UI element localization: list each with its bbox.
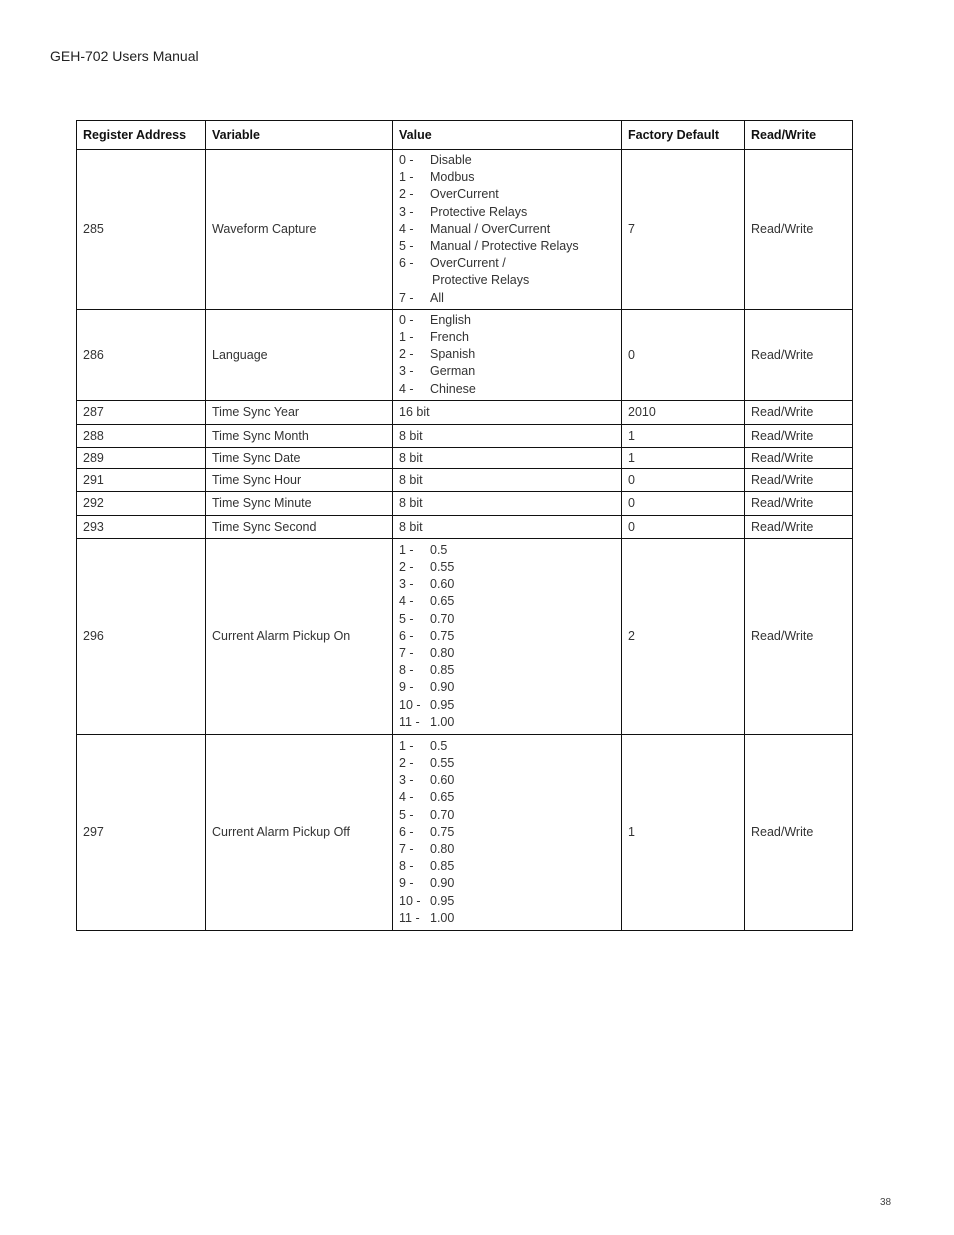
value-option-label: 0.85 [430, 663, 455, 678]
value-option-label: 0.70 [430, 611, 455, 626]
value-option [399, 238, 615, 255]
variable-cell: Time Sync Hour [206, 468, 393, 491]
value-option-label: 1.00 [430, 714, 455, 729]
value-option-number: 4 - [399, 790, 414, 805]
register-table [76, 120, 853, 931]
value-option [399, 807, 615, 824]
value-option-label: 0.60 [430, 773, 455, 788]
register-address-cell: 288 [77, 424, 206, 447]
column-header-register-address: Register Address [77, 121, 206, 150]
value-option [399, 697, 615, 714]
value-option-label: OverCurrent / [430, 256, 506, 271]
register-address-cell: 297 [77, 734, 206, 930]
value-option-number: 0 - [399, 153, 414, 167]
value-option-label: 0.75 [430, 628, 455, 643]
value-option-label: 0.5 [430, 542, 448, 557]
value-option [399, 824, 615, 841]
value-option [399, 169, 615, 186]
value-option [399, 714, 615, 731]
value-option-label: 0.95 [430, 893, 455, 908]
value-option [399, 221, 615, 238]
table-row [77, 515, 853, 538]
read-write-cell: Read/Write [745, 400, 853, 424]
value-option-number: 7 - [399, 290, 414, 305]
value-option [399, 611, 615, 628]
variable-cell: Waveform Capture [206, 150, 393, 310]
value-option-label: Manual / Protective Relays [430, 239, 579, 254]
value-option [399, 312, 615, 329]
read-write-cell: Read/Write [745, 150, 853, 310]
read-write-cell: Read/Write [745, 309, 853, 400]
value-option-label: Modbus [430, 170, 475, 185]
value-option-label: English [430, 312, 471, 327]
value-option-label: German [430, 364, 476, 379]
value-option-number: 5 - [399, 611, 414, 626]
value-option-number: 2 - [399, 559, 414, 574]
value-option-number: 1 - [399, 330, 414, 345]
value-option-label: 0.65 [430, 790, 455, 805]
value-option-number: 8 - [399, 859, 414, 874]
value-option-label: 0.70 [430, 807, 455, 822]
value-option [399, 893, 615, 910]
value-option-number: 3 - [399, 364, 414, 379]
value-option-number: 10 - [399, 697, 421, 712]
value-option-label: 0.95 [430, 697, 455, 712]
read-write-cell: Read/Write [745, 424, 853, 447]
value-cell [393, 309, 622, 400]
variable-cell: Time Sync Month [206, 424, 393, 447]
register-address-cell: 296 [77, 538, 206, 734]
table-row [77, 400, 853, 424]
value-option-number: 11 - [399, 714, 420, 729]
value-option-label: 0.85 [430, 859, 455, 874]
value-list [399, 736, 615, 929]
value-option-number: 4 - [399, 221, 414, 236]
register-address-cell: 286 [77, 309, 206, 400]
value-option-number: 9 - [399, 876, 414, 891]
value-option-number: 5 - [399, 807, 414, 822]
value-option-label: 0.75 [430, 824, 455, 839]
value-option [399, 910, 615, 927]
value-option-number: 6 - [399, 824, 414, 839]
value-option-number: 1 - [399, 542, 414, 557]
value-option [399, 542, 615, 559]
variable-cell: Time Sync Second [206, 515, 393, 538]
value-option [399, 662, 615, 679]
factory-default-cell: 1 [622, 424, 745, 447]
variable-cell: Language [206, 309, 393, 400]
value-option-number: 4 - [399, 381, 414, 396]
table-row [77, 150, 853, 310]
value-cell [393, 734, 622, 930]
value-option-label: 0.80 [430, 645, 455, 660]
value-option-number: 1 - [399, 170, 414, 185]
column-header-factory-default: Factory Default [622, 121, 745, 150]
variable-cell: Current Alarm Pickup Off [206, 734, 393, 930]
table-row [77, 491, 853, 515]
value-option [399, 738, 615, 755]
table-header-row [77, 121, 853, 150]
value-option-label: 0.55 [430, 755, 455, 770]
value-option-label: 0.80 [430, 841, 455, 856]
value-option [399, 576, 615, 593]
value-option [399, 152, 615, 169]
table-body [77, 150, 853, 931]
table-row [77, 447, 853, 468]
variable-cell: Current Alarm Pickup On [206, 538, 393, 734]
value-option-number: 10 - [399, 893, 421, 908]
read-write-cell: Read/Write [745, 538, 853, 734]
value-option [399, 789, 615, 806]
factory-default-cell: 7 [622, 150, 745, 310]
factory-default-cell: 1 [622, 734, 745, 930]
read-write-cell: Read/Write [745, 734, 853, 930]
read-write-cell: Read/Write [745, 515, 853, 538]
value-option [399, 329, 615, 346]
register-address-cell: 285 [77, 150, 206, 310]
value-option-label: 0.90 [430, 680, 455, 695]
value-cell: 8 bit [393, 447, 622, 468]
read-write-cell: Read/Write [745, 447, 853, 468]
value-cell [393, 150, 622, 310]
value-option-label: 0.90 [430, 876, 455, 891]
column-header-variable: Variable [206, 121, 393, 150]
table-row [77, 424, 853, 447]
value-option-label: All [430, 290, 444, 305]
value-list [399, 540, 615, 733]
factory-default-cell: 0 [622, 515, 745, 538]
value-list [399, 310, 615, 400]
factory-default-cell: 0 [622, 491, 745, 515]
value-option-number: 7 - [399, 841, 414, 856]
value-option-label: 0.55 [430, 559, 455, 574]
value-option [399, 645, 615, 662]
factory-default-cell: 0 [622, 309, 745, 400]
value-option [399, 858, 615, 875]
factory-default-cell: 2010 [622, 400, 745, 424]
value-cell: 8 bit [393, 491, 622, 515]
read-write-cell: Read/Write [745, 491, 853, 515]
value-option [399, 204, 615, 221]
value-option-label: Disable [430, 153, 472, 167]
value-option-number: 8 - [399, 663, 414, 678]
value-option-number: 2 - [399, 187, 414, 202]
variable-cell: Time Sync Year [206, 400, 393, 424]
value-option-number: 2 - [399, 755, 414, 770]
value-option-label: 1.00 [430, 910, 455, 925]
value-option-label: 0.5 [430, 738, 448, 753]
value-option [399, 755, 615, 772]
register-address-cell: 289 [77, 447, 206, 468]
column-header-value: Value [393, 121, 622, 150]
value-option-label: OverCurrent [430, 187, 499, 202]
value-option-number: 3 - [399, 204, 414, 219]
value-option [399, 679, 615, 696]
value-option-continuation: Protective Relays [432, 273, 530, 288]
value-option-number: 9 - [399, 680, 414, 695]
value-option [399, 363, 615, 380]
table-row [77, 538, 853, 734]
value-option [399, 255, 615, 272]
value-option-number: 6 - [399, 256, 414, 271]
value-list [399, 150, 615, 309]
value-cell: 16 bit [393, 400, 622, 424]
value-option-label: Protective Relays [430, 204, 528, 219]
factory-default-cell: 1 [622, 447, 745, 468]
value-option-label: Spanish [430, 347, 476, 362]
value-option-number: 4 - [399, 594, 414, 609]
value-option [399, 841, 615, 858]
column-header-read-write: Read/Write [745, 121, 853, 150]
value-option-number: 7 - [399, 645, 414, 660]
page-number: 38 [880, 1197, 892, 1208]
value-option [399, 381, 615, 398]
value-option [399, 290, 615, 307]
factory-default-cell: 0 [622, 468, 745, 491]
variable-cell: Time Sync Date [206, 447, 393, 468]
register-address-cell: 292 [77, 491, 206, 515]
table-row [77, 734, 853, 930]
register-address-cell: 293 [77, 515, 206, 538]
value-option [399, 628, 615, 645]
value-option-number: 11 - [399, 910, 420, 925]
value-option-number: 3 - [399, 773, 414, 788]
value-cell [393, 538, 622, 734]
value-option-number: 2 - [399, 347, 414, 362]
value-cell: 8 bit [393, 515, 622, 538]
value-option-label: 0.60 [430, 577, 455, 592]
value-option [399, 772, 615, 789]
factory-default-cell: 2 [622, 538, 745, 734]
page-header-title: GEH-702 Users Manual [50, 48, 199, 64]
value-cell: 8 bit [393, 468, 622, 491]
value-option [399, 559, 615, 576]
table-row [77, 309, 853, 400]
value-option-number: 5 - [399, 239, 414, 254]
register-address-cell: 291 [77, 468, 206, 491]
variable-cell: Time Sync Minute [206, 491, 393, 515]
value-option-label: Manual / OverCurrent [430, 221, 551, 236]
value-option-number: 6 - [399, 628, 414, 643]
value-option [399, 346, 615, 363]
table-row [77, 468, 853, 491]
read-write-cell: Read/Write [745, 468, 853, 491]
value-cell: 8 bit [393, 424, 622, 447]
value-option-number: 0 - [399, 312, 414, 327]
value-option [399, 593, 615, 610]
value-option-label: French [430, 330, 469, 345]
register-address-cell: 287 [77, 400, 206, 424]
value-option [399, 875, 615, 892]
value-option-number: 3 - [399, 577, 414, 592]
value-option-number: 1 - [399, 738, 414, 753]
value-option [399, 186, 615, 203]
value-option-label: 0.65 [430, 594, 455, 609]
value-option-label: Chinese [430, 381, 476, 396]
